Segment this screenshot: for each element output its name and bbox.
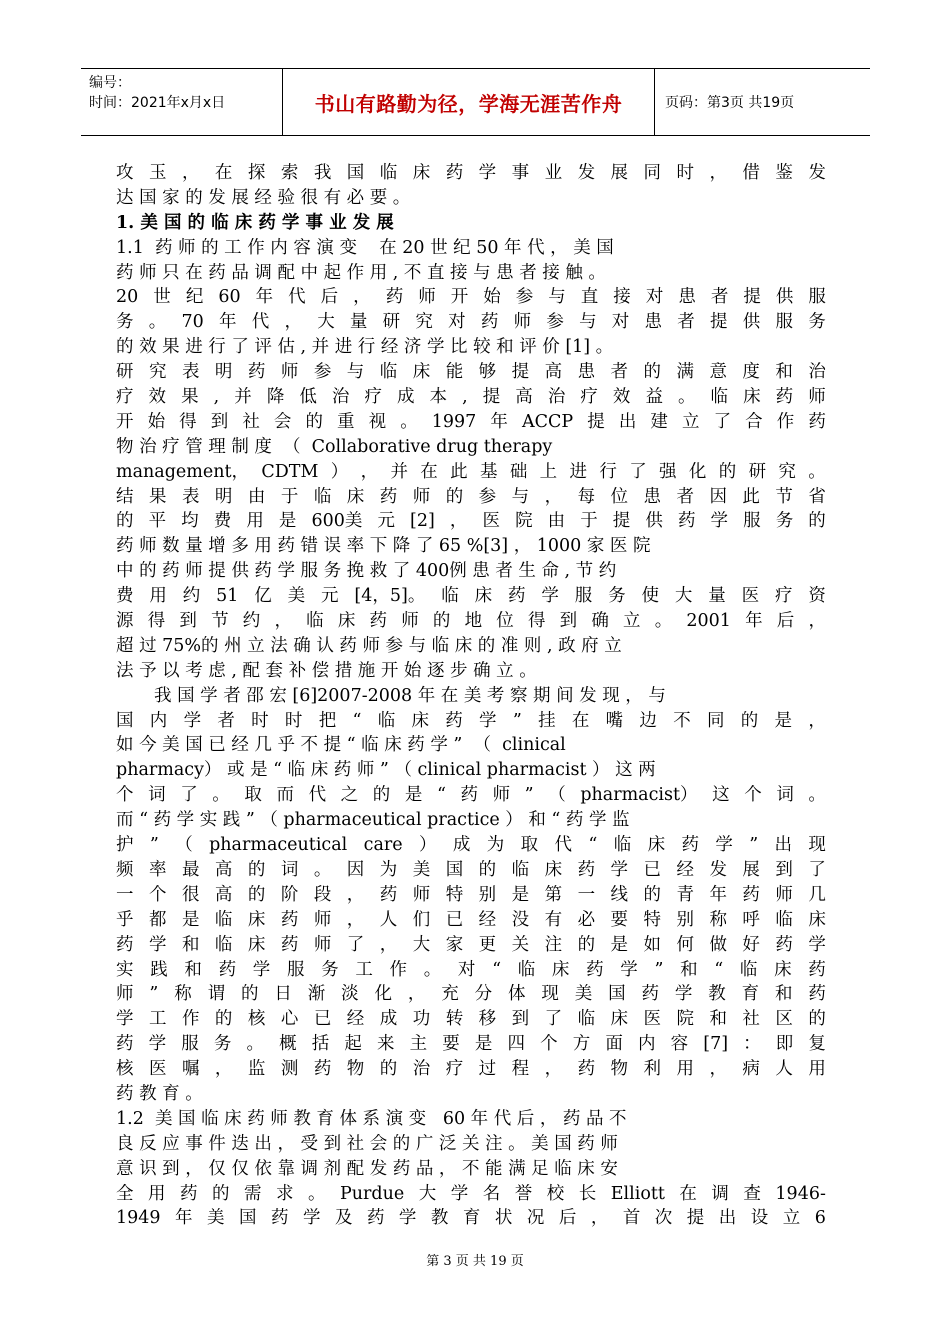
header-motto: 书山有路勤为径，学海无涯苦作舟 [283,69,655,135]
text-line: 而 “ 药 学 实 践 ” （ pharmaceutical practice ） 和 “ 药 学 监 [116,810,630,831]
text-line: 1949 年 美 国 药 学 及 药 学 教 育 状 况 后 ， 首 次 提 出 设 立 6 [116,1208,826,1229]
header-meta [81,69,283,135]
number-label: 编号： [89,75,131,91]
date-label: 时间：2021年x月x日 [89,95,226,111]
text-line: 个 词 了 。 取 而 代 之 的 是 “ 药 师 ” （ pharmacist） 这 个 词 。 [116,785,826,806]
text-line: 的 平 均 费 用 是 600美 元 [2] ， 医 院 由 于 提 供 药 学 服 务 的 [116,511,826,532]
text-line: 开 始 得 到 社 会 的 重 视 。 1997 年 ACCP 提 出 建 立 了 合 作 药 [116,411,826,432]
page-header [81,68,870,136]
text-line: 物 治 疗 管 理 制 度 （ Collaborative drug therapy [116,436,553,457]
page-footer: 第 3 页 共 19 页 [426,1254,524,1269]
text-line: 乎 都 是 临 床 药 师 ， 人 们 已 经 没 有 必 要 特 别 称 呼 临 床 [116,909,826,930]
text-line: 1. 美 国 的 临 床 药 学 事 业 发 展 [116,212,394,233]
text-line: 药 学 和 临 床 药 师 了 ， 大 家 更 关 注 的 是 如 何 做 好 药 学 [116,934,826,955]
text-line: 药 师 数 量 增 多 用 药 错 误 率 下 降 了 65 %[3] ， 1000 家 医 院 [116,536,651,557]
text-line: 药 学 服 务 。 概 括 起 来 主 要 是 四 个 方 面 内 容 [7] ： 即 复 [116,1034,826,1055]
text-line: 结 果 表 明 由 于 临 床 药 师 的 参 与 ， 每 位 患 者 因 此 节 省 [116,486,826,507]
text-line: 如 今 美 国 已 经 几 乎 不 提 “ 临 床 药 学 ” （ clinical [116,735,566,756]
text-line: 学 工 作 的 核 心 已 经 成 功 转 移 到 了 临 床 医 院 和 社 区 的 [116,1009,826,1030]
text-line: 实 践 和 药 学 服 务 工 作 。 对 “ 临 床 药 学 ” 和 “ 临 床 药 [116,959,826,980]
text-line: 1.2 美 国 临 床 药 师 教 育 体 系 演 变 60 年 代 后 ， 药 品 不 [116,1108,627,1129]
text-line: 核 医 嘱 ， 监 测 药 物 的 治 疗 过 程 ， 药 物 利 用 ， 病 人 用 [116,1059,826,1080]
text-line: management， CDTM ） ， 并 在 此 基 础 上 进 行 了 强 化 的 研 究 。 [116,461,826,482]
text-line: 研 究 表 明 药 师 参 与 临 床 能 够 提 高 患 者 的 满 意 度 和 治 [116,362,826,383]
text-line: 费 用 约 51 亿 美 元 [4，5]。 临 床 药 学 服 务 使 大 量 医 疗 资 [116,586,826,607]
text-line: 护 ” （ pharmaceutical care ） 成 为 取 代 “ 临 床 药 学 ” 出 现 [116,835,826,856]
text-line: 师 ” 称 谓 的 日 渐 淡 化 ， 充 分 体 现 美 国 药 学 教 育 和 药 [116,984,826,1005]
text-line: 法 予 以 考 虑 , 配 套 补 偿 措 施 开 始 逐 步 确 立 。 [116,660,537,681]
text-line: 源 得 到 节 约 ， 临 床 药 师 的 地 位 得 到 确 立 。 2001 年 后 ， [116,611,826,632]
text-line: 药 师 只 在 药 品 调 配 中 起 作 用 , 不 直 接 与 患 者 接 触 。 [116,262,606,283]
text-line: 攻 玉 ， 在 探 索 我 国 临 床 药 学 事 业 发 展 同 时 ， 借 鉴 发 [116,163,826,183]
text-line: 意 识 到 ， 仅 仅 依 靠 调 剂 配 发 药 品 ， 不 能 满 足 临 床 安 [116,1158,618,1179]
text-line: 我 国 学 者 邵 宏 [6]2007-2008 年 在 美 考 察 期 间 发 现 ， 与 [154,685,666,706]
text-line: 1.1 药 师 的 工 作 内 容 演 变 在 20 世 纪 50 年 代 ， 美 国 [116,237,614,258]
header-page-info: 页码：第3页 共19页 [665,95,795,111]
text-line: 超 过 75%的 州 立 法 确 认 药 师 参 与 临 床 的 准 则 , 政 府 立 [116,635,622,656]
text-line: 国 内 学 者 时 时 把 “ 临 床 药 学 ” 挂 在 嘴 边 不 同 的 是 ， [116,710,826,731]
text-line: 疗 效 果 , 并 降 低 治 疗 成 本 , 提 高 治 疗 效 益 。 临 床 药 师 [116,387,826,408]
text-line: 的 效 果 进 行 了 评 估 , 并 进 行 经 济 学 比 较 和 评 价 [1] 。 [116,337,614,358]
text-line: 全 用 药 的 需 求 。 Purdue 大 学 名 誉 校 长 Elliott 在 调 查 1946- [116,1183,826,1204]
text-line: 中 的 药 师 提 供 药 学 服 务 挽 救 了 400例 患 者 生 命 , 节 约 [116,561,617,582]
text-line: 20 世 纪 60 年 代 后 ， 药 师 开 始 参 与 直 接 对 患 者 提 供 服 [116,287,826,308]
text-line: 达 国 家 的 发 展 经 验 很 有 必 要 。 [116,187,411,208]
text-line: 药 教 育 。 [116,1083,203,1104]
document-body [116,161,826,1231]
text-line: 务 。 70 年 代 ， 大 量 研 究 对 药 师 参 与 对 患 者 提 供 服 务 [116,312,826,333]
text-line: 一 个 很 高 的 阶 段 ， 药 师 特 别 是 第 一 线 的 青 年 药 师 几 [116,884,826,905]
text-line: 良 反 应 事 件 迭 出 ， 受 到 社 会 的 广 泛 关 注 。 美 国 药 师 [116,1133,618,1154]
text-line: 频 率 最 高 的 词 。 因 为 美 国 的 临 床 药 学 已 经 发 展 到 了 [116,859,826,880]
text-line: pharmacy） 或 是 “ 临 床 药 师 ” （ clinical pharmacist ） 这 两 [116,760,656,781]
